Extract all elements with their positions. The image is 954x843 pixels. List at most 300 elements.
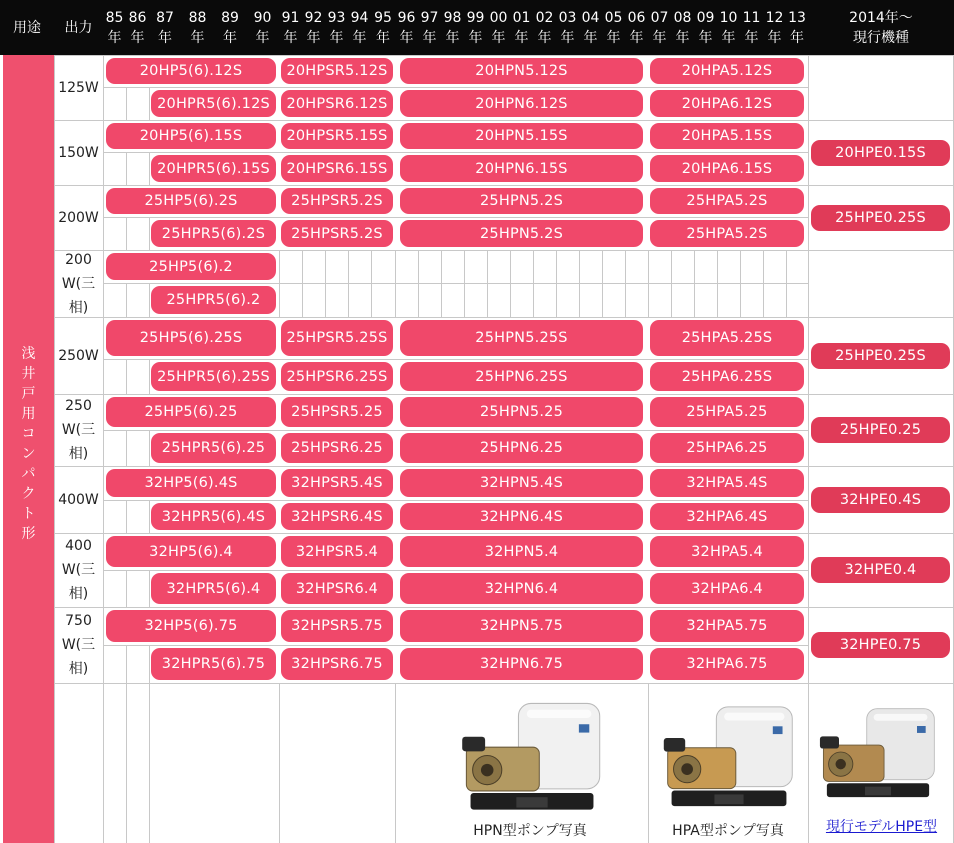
year-divider	[671, 283, 672, 317]
header-current	[808, 0, 954, 55]
year-number: 08	[673, 9, 692, 26]
model-pill[interactable]	[650, 648, 804, 680]
header-output-label: 出力	[64, 19, 93, 36]
year-suffix: 年	[721, 29, 736, 46]
year-divider	[325, 283, 326, 317]
year-divider	[395, 683, 396, 843]
model-pill[interactable]	[650, 320, 804, 356]
year-number: 03	[558, 9, 577, 26]
model-label: 32HPSR5.4	[295, 543, 379, 560]
model-label: 20HPA6.12S	[681, 95, 773, 112]
model-pill[interactable]	[400, 469, 643, 497]
year-suffix: 年	[790, 29, 804, 46]
year-divider	[126, 359, 127, 394]
output-label: 250W(三相)	[61, 398, 96, 462]
year-suffix: 年	[652, 29, 667, 46]
model-pill[interactable]	[106, 320, 276, 356]
year-number: 93	[327, 9, 346, 26]
group-divider	[54, 607, 954, 608]
output-3	[54, 250, 103, 317]
hpn-photo-caption: HPN型ポンプ写真	[473, 823, 587, 839]
year-suffix: 年	[468, 29, 483, 46]
model-label: 25HPSR5.25	[291, 404, 383, 420]
model-pill[interactable]	[650, 397, 804, 427]
hpn-pump-photo	[452, 693, 612, 818]
year-divider	[126, 152, 127, 185]
model-pill[interactable]	[400, 123, 643, 149]
model-pill[interactable]	[151, 155, 276, 182]
model-label: 32HPN5.75	[479, 618, 564, 634]
model-label: 25HPSR5.2S	[291, 225, 383, 242]
group-divider	[54, 466, 954, 467]
model-label: 32HPA5.75	[686, 618, 768, 634]
year-divider	[487, 250, 488, 283]
year-number: 86	[128, 9, 147, 26]
year-number: 91	[281, 9, 300, 26]
header-year-03	[556, 0, 579, 55]
year-suffix: 年	[329, 29, 344, 46]
year-divider	[786, 250, 787, 283]
model-pill[interactable]	[400, 90, 643, 117]
year-divider	[510, 283, 511, 317]
model-label: 25HP5(6).2	[149, 258, 233, 275]
year-divider	[763, 283, 764, 317]
model-label: 32HPR5(6).75	[161, 656, 266, 672]
row-divider	[103, 283, 808, 284]
model-pill[interactable]	[400, 573, 643, 604]
row-divider	[103, 217, 808, 218]
model-pill[interactable]	[106, 610, 276, 642]
model-label: 32HPR5(6).4S	[161, 508, 266, 525]
current-line-2: 現行機種	[853, 29, 909, 46]
model-label: 20HPR5(6).15S	[157, 160, 270, 177]
header-year-09	[694, 0, 717, 55]
header-year-11	[740, 0, 763, 55]
model-pill[interactable]	[281, 155, 393, 182]
model-pill[interactable]	[281, 397, 393, 427]
model-label: 25HPN5.2S	[479, 193, 563, 209]
group-divider	[54, 250, 954, 251]
model-pill[interactable]	[151, 286, 276, 314]
year-divider	[625, 283, 626, 317]
model-pill[interactable]	[650, 220, 804, 247]
output-label: 125W	[58, 79, 99, 96]
year-divider	[149, 570, 150, 607]
year-divider	[371, 250, 372, 283]
model-pill[interactable]	[400, 397, 643, 427]
model-label: 32HPSR5.75	[291, 618, 383, 634]
model-pill[interactable]	[281, 610, 393, 642]
model-pill[interactable]	[650, 123, 804, 149]
header-year-87	[149, 0, 181, 55]
model-label: 25HPSR5.25S	[286, 330, 388, 346]
model-pill[interactable]	[281, 503, 393, 530]
model-pill[interactable]	[106, 188, 276, 214]
header-year-88	[181, 0, 214, 55]
output-label: 250W	[58, 347, 99, 364]
header-year-89	[214, 0, 246, 55]
model-label: 32HPE0.4S	[839, 491, 922, 508]
col-divider	[103, 55, 104, 843]
model-pill[interactable]	[106, 123, 276, 149]
current-model-pill[interactable]	[811, 140, 950, 166]
output-label: 150W	[58, 144, 99, 161]
current-model-pill[interactable]	[811, 487, 950, 513]
model-pill[interactable]	[281, 188, 393, 214]
model-pill[interactable]	[400, 188, 643, 214]
year-divider	[625, 250, 626, 283]
current-model-pill[interactable]	[811, 205, 950, 231]
year-divider	[126, 645, 127, 683]
model-label: 25HPR5(6).25	[161, 440, 266, 456]
model-label: 25HPA5.2S	[686, 193, 768, 209]
group-divider	[54, 55, 954, 56]
year-divider	[126, 87, 127, 120]
year-divider	[694, 283, 695, 317]
output-label: 200W	[58, 209, 99, 226]
year-divider	[149, 645, 150, 683]
header-year-94	[348, 0, 371, 55]
model-pill[interactable]	[400, 433, 643, 463]
year-suffix: 年	[560, 29, 575, 46]
header-output	[54, 0, 103, 55]
row-divider	[103, 500, 808, 501]
year-number: 97	[420, 9, 439, 26]
model-pill[interactable]	[151, 573, 276, 604]
model-pill[interactable]	[106, 536, 276, 567]
year-divider	[302, 283, 303, 317]
year-number: 99	[466, 9, 485, 26]
output-6	[54, 466, 103, 533]
model-pill[interactable]	[281, 648, 393, 680]
group-divider	[54, 683, 954, 684]
model-pill[interactable]	[650, 503, 804, 530]
model-pill[interactable]	[400, 362, 643, 391]
current-model-pill[interactable]	[811, 632, 950, 658]
year-number: 05	[604, 9, 623, 26]
model-pill[interactable]	[650, 362, 804, 391]
year-divider	[126, 283, 127, 317]
year-divider	[325, 250, 326, 283]
year-divider	[418, 283, 419, 317]
model-label: 32HPN5.4S	[479, 475, 563, 491]
model-label: 25HPR5(6).2	[166, 292, 261, 308]
col-divider	[808, 55, 809, 843]
output-label: 400W	[58, 491, 99, 508]
year-suffix: 年	[306, 29, 321, 46]
year-divider	[149, 500, 150, 533]
model-pill[interactable]	[281, 469, 393, 497]
year-number: 85	[105, 9, 124, 26]
year-number: 09	[696, 9, 715, 26]
year-divider	[418, 250, 419, 283]
year-suffix: 年	[376, 29, 390, 46]
model-label: 32HPA6.4	[691, 580, 763, 597]
model-pill[interactable]	[151, 433, 276, 463]
model-pill[interactable]	[281, 536, 393, 567]
model-pill[interactable]	[400, 503, 643, 530]
model-label: 32HPR5(6).4	[166, 580, 261, 597]
year-divider	[126, 217, 127, 250]
output-label: 200W(三相)	[61, 251, 96, 316]
model-label: 20HPA5.12S	[681, 63, 773, 79]
model-label: 20HPA6.15S	[681, 160, 773, 177]
hpa-photo-caption: HPA型ポンプ写真	[672, 823, 784, 839]
model-label: 32HPE0.4	[844, 562, 917, 578]
model-pill[interactable]	[151, 648, 276, 680]
year-suffix: 年	[491, 29, 506, 46]
model-pill[interactable]	[281, 123, 393, 149]
year-divider	[717, 283, 718, 317]
header-year-02	[533, 0, 556, 55]
year-divider	[279, 683, 280, 843]
model-label: 32HPN6.4	[484, 580, 559, 597]
header-year-96	[395, 0, 418, 55]
year-suffix: 年	[158, 29, 172, 46]
header-year-90	[246, 0, 279, 55]
year-divider	[395, 283, 396, 317]
output-5	[54, 394, 103, 466]
category-label: 浅井戸用コンパクト形	[21, 346, 36, 542]
model-pill[interactable]	[281, 58, 393, 84]
group-divider	[54, 120, 954, 121]
output-8	[54, 607, 103, 683]
row-divider	[103, 430, 808, 431]
model-label: 20HPSR6.15S	[286, 160, 388, 177]
year-divider	[602, 250, 603, 283]
header-year-99	[464, 0, 487, 55]
year-number: 07	[650, 9, 669, 26]
model-pill[interactable]	[400, 536, 643, 567]
model-label: 25HPSR6.25S	[286, 368, 388, 385]
year-suffix: 年	[698, 29, 713, 46]
model-label: 20HPN5.12S	[475, 63, 568, 79]
year-divider	[763, 250, 764, 283]
year-divider	[648, 250, 649, 283]
header-year-08	[671, 0, 694, 55]
model-pill[interactable]	[400, 320, 643, 356]
year-suffix: 年	[629, 29, 644, 46]
year-suffix: 年	[399, 29, 414, 46]
header-year-00	[487, 0, 510, 55]
year-divider	[441, 283, 442, 317]
model-label: 25HP5(6).25	[144, 404, 238, 420]
model-label: 32HPSR6.4S	[291, 508, 383, 525]
year-divider	[671, 250, 672, 283]
year-number: 94	[350, 9, 369, 26]
header-year-98	[441, 0, 464, 55]
year-divider	[348, 250, 349, 283]
year-divider	[694, 250, 695, 283]
header-year-12	[763, 0, 786, 55]
model-label: 25HPN5.25S	[475, 330, 568, 346]
year-suffix: 年	[107, 29, 122, 46]
model-pill[interactable]	[400, 58, 643, 84]
year-suffix: 年	[583, 29, 598, 46]
year-suffix: 年	[422, 29, 437, 46]
model-label: 25HPSR6.25	[291, 440, 383, 456]
model-label: 32HP5(6).4S	[144, 475, 238, 491]
year-divider	[126, 430, 127, 466]
model-pill[interactable]	[650, 469, 804, 497]
year-divider	[487, 283, 488, 317]
year-number: 01	[512, 9, 531, 26]
year-number: 88	[188, 9, 207, 26]
year-divider	[149, 87, 150, 120]
year-divider	[149, 217, 150, 250]
row-divider	[103, 359, 808, 360]
model-pill[interactable]	[281, 362, 393, 391]
model-pill[interactable]	[151, 362, 276, 391]
year-suffix: 年	[744, 29, 759, 46]
model-label: 25HPN5.25	[479, 404, 564, 420]
year-number: 92	[304, 9, 323, 26]
model-pill[interactable]	[151, 220, 276, 247]
output-7	[54, 533, 103, 607]
year-divider	[533, 250, 534, 283]
group-divider	[54, 394, 954, 395]
output-4	[54, 317, 103, 394]
model-pill[interactable]	[650, 573, 804, 604]
year-number: 13	[788, 9, 806, 26]
header-year-85	[103, 0, 126, 55]
year-divider	[371, 283, 372, 317]
year-number: 00	[489, 9, 508, 26]
year-number: 87	[156, 9, 174, 26]
model-label: 32HPA5.4S	[686, 475, 768, 491]
year-suffix: 年	[223, 29, 237, 46]
model-label: 32HPN5.4	[484, 543, 559, 560]
model-pill[interactable]	[281, 573, 393, 604]
year-divider	[717, 250, 718, 283]
model-label: 25HPR5(6).25S	[157, 368, 270, 385]
year-divider	[126, 570, 127, 607]
year-divider	[786, 283, 787, 317]
model-pill[interactable]	[281, 90, 393, 117]
year-suffix: 年	[445, 29, 460, 46]
year-divider	[279, 283, 280, 317]
model-label: 25HPN5.2S	[479, 225, 563, 242]
row-divider	[103, 87, 808, 88]
year-number: 02	[535, 9, 554, 26]
output-label: 750W(三相)	[61, 613, 96, 677]
header-year-95	[371, 0, 395, 55]
current-model-pill[interactable]	[811, 557, 950, 583]
year-number: 11	[742, 9, 761, 26]
current-model-pill[interactable]	[811, 343, 950, 369]
model-pill[interactable]	[151, 90, 276, 117]
year-divider	[126, 683, 127, 843]
model-label: 25HPN6.25	[479, 440, 564, 456]
model-label: 25HPA5.25	[686, 404, 768, 420]
model-label: 25HPA6.25	[686, 440, 768, 456]
header-use	[0, 0, 54, 55]
model-label: 32HPE0.75	[839, 637, 922, 653]
year-divider	[579, 283, 580, 317]
year-suffix: 年	[537, 29, 552, 46]
year-number: 98	[443, 9, 462, 26]
year-divider	[602, 283, 603, 317]
year-suffix: 年	[606, 29, 621, 46]
year-divider	[149, 430, 150, 466]
model-pill[interactable]	[400, 648, 643, 680]
model-label: 25HPE0.25S	[835, 209, 926, 226]
row-divider	[103, 645, 808, 646]
year-divider	[740, 283, 741, 317]
model-pill[interactable]	[650, 433, 804, 463]
year-suffix: 年	[255, 29, 270, 46]
model-pill[interactable]	[151, 503, 276, 530]
year-divider	[149, 283, 150, 317]
model-pill[interactable]	[106, 397, 276, 427]
header-year-01	[510, 0, 533, 55]
model-pill[interactable]	[650, 90, 804, 117]
model-pill[interactable]	[281, 220, 393, 247]
model-pill[interactable]	[106, 253, 276, 280]
model-pill[interactable]	[400, 220, 643, 247]
year-divider	[279, 250, 280, 283]
model-pill[interactable]	[650, 188, 804, 214]
model-pill[interactable]	[106, 58, 276, 84]
model-label: 20HPN6.12S	[475, 95, 568, 112]
model-pill[interactable]	[400, 155, 643, 182]
year-divider	[579, 250, 580, 283]
model-pill[interactable]	[650, 536, 804, 567]
current-model-pill[interactable]	[811, 417, 950, 443]
model-label: 20HPN5.15S	[475, 128, 568, 144]
year-suffix: 年	[130, 29, 145, 46]
model-label: 32HPSR6.75	[291, 656, 383, 672]
model-label: 25HPA5.2S	[686, 225, 768, 242]
model-label: 32HPSR6.4	[295, 580, 379, 597]
header-year-93	[325, 0, 348, 55]
model-pill[interactable]	[106, 469, 276, 497]
model-pill[interactable]	[650, 610, 804, 642]
model-label: 25HPE0.25	[839, 422, 922, 438]
output-1	[54, 120, 103, 185]
header-year-06	[625, 0, 648, 55]
year-divider	[556, 250, 557, 283]
hpe-model-link[interactable]: 現行モデルHPE型	[825, 819, 938, 835]
year-divider	[533, 283, 534, 317]
year-divider	[149, 152, 150, 185]
model-label: 32HPA5.4	[691, 543, 763, 560]
model-label: 20HPSR6.12S	[286, 95, 388, 112]
year-divider	[510, 250, 511, 283]
model-pill[interactable]	[400, 610, 643, 642]
output-0	[54, 55, 103, 120]
model-pill[interactable]	[650, 155, 804, 182]
output-label: 400W(三相)	[61, 538, 96, 602]
model-label: 25HPR5(6).2S	[161, 225, 266, 242]
header-year-07	[648, 0, 671, 55]
group-divider	[54, 185, 954, 186]
hpa-pump-photo	[656, 693, 802, 818]
model-label: 32HPA6.75	[686, 656, 768, 672]
year-number: 04	[581, 9, 600, 26]
year-number: 95	[374, 9, 392, 26]
header-year-92	[302, 0, 325, 55]
model-pill[interactable]	[281, 320, 393, 356]
header-year-97	[418, 0, 441, 55]
model-label: 25HPA6.25S	[681, 368, 773, 385]
model-label: 25HPE0.25S	[835, 347, 926, 364]
model-pill[interactable]	[281, 433, 393, 463]
model-label: 32HP5(6).4	[149, 543, 233, 560]
model-pill[interactable]	[650, 58, 804, 84]
year-suffix: 年	[190, 29, 205, 46]
model-label: 20HPE0.15S	[835, 144, 926, 161]
